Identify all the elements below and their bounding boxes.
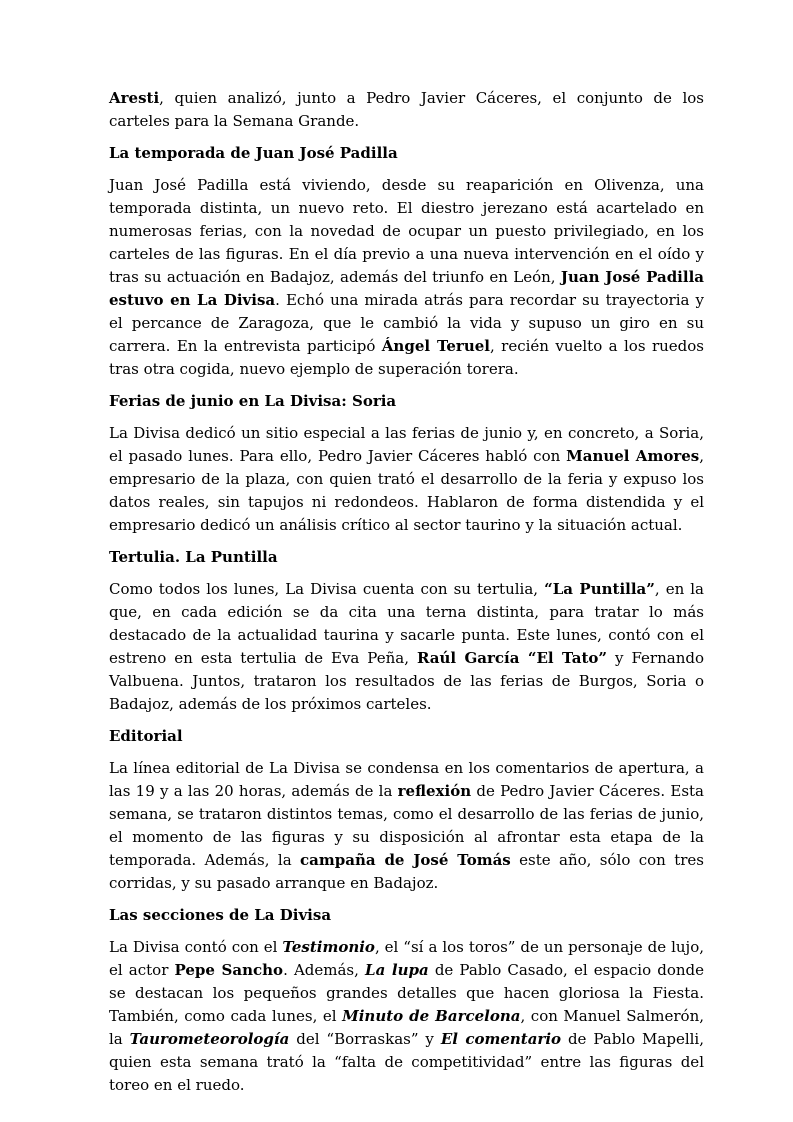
text-run: Taurometeorología <box>129 1030 290 1048</box>
text-run: , en la que, en cada edición se da cita una terna distinta, para tratar lo más destacado de la actualidad taurina y sacarle punta. Este lunes, contó con el estreno en esta tertulia de Eva Peña, <box>109 580 704 667</box>
paragraph <box>109 578 704 716</box>
text-run: La temporada de Juan José Padilla <box>109 144 398 162</box>
text-run: este año, sólo con tres corridas, y su pasado arranque en Badajoz. <box>109 851 704 892</box>
text-run: , empresario de la plaza, con quien trató el desarrollo de la feria y expuso los datos reales, sin tapujos ni redondeos. Hablaron de forma distendida y el empresario dedicó un análisis crítico al sector taurino y la situación actual. <box>109 447 704 534</box>
text-run: Minuto de Barcelona <box>342 1007 521 1025</box>
text-run: de Pablo Casado, el espacio donde se destacan los pequeños grandes detalles que hacen gloriosa la Fiesta. También, como cada lunes, el <box>109 961 704 1025</box>
text-run: La Divisa dedicó un sitio especial a las ferias de junio y, en concreto, a Soria, el pasado lunes. Para ello, Pedro Javier Cáceres habló con <box>109 424 704 465</box>
paragraph <box>109 174 704 381</box>
paragraph <box>109 757 704 895</box>
text-run: , con Manuel Salmerón, la <box>109 1007 704 1048</box>
text-run: La línea editorial de La Divisa se condensa en los comentarios de apertura, a las 19 y a las 20 horas, además de la <box>109 759 704 800</box>
paragraph <box>109 936 704 1097</box>
text-run: Ferias de junio en La Divisa: Soria <box>109 392 397 410</box>
text-run: Manuel Amores <box>566 447 700 465</box>
text-run: Ángel Teruel <box>381 337 490 355</box>
text-run: Aresti <box>109 89 160 107</box>
text-run: , recién vuelto a los ruedos tras otra cogida, nuevo ejemplo de superación torera. <box>109 337 704 378</box>
text-run: Testimonio <box>282 938 375 956</box>
text-run: y Fernando Valbuena. Juntos, trataron los resultados de las ferias de Burgos, Soria o Badajoz, además de los próximos carteles. <box>109 649 704 713</box>
text-run: del “Borraskas” y <box>289 1030 441 1048</box>
text-run: Como todos los lunes, La Divisa cuenta con su tertulia, <box>109 580 545 598</box>
text-run: La Divisa contó con el <box>109 938 283 956</box>
section-heading <box>109 142 704 165</box>
section-heading <box>109 725 704 748</box>
text-run: Las secciones de La Divisa <box>109 906 332 924</box>
text-run: . Echó una mirada atrás para recordar su trayectoria y el percance de Zaragoza, que le cambió la vida y supuso un giro en su carrera. En la entrevista participó <box>109 291 704 355</box>
section-heading <box>109 904 704 927</box>
text-run: Editorial <box>109 727 183 745</box>
section-heading <box>109 546 704 569</box>
text-run: de Pablo Mapelli, quien esta semana trató la “falta de competitividad” entre las figuras del toreo en el ruedo. <box>109 1030 704 1094</box>
text-run: Raúl García “El Tato” <box>416 649 608 667</box>
text-run: El comentario <box>440 1030 562 1048</box>
document-content <box>109 87 704 1097</box>
text-run: , quien analizó, junto a Pedro Javier Cáceres, el conjunto de los carteles para la Semana Grande. <box>109 89 704 130</box>
text-run: Pepe Sancho <box>174 961 284 979</box>
text-run: Juan José Padilla estuvo en La Divisa <box>109 268 705 309</box>
text-run: “La Puntilla” <box>544 580 655 598</box>
text-run: campaña de José Tomás <box>300 851 511 869</box>
text-run: reflexión <box>397 782 472 800</box>
paragraph <box>109 422 704 537</box>
paragraph <box>109 87 704 133</box>
text-run: Juan José Padilla está viviendo, desde su reaparición en Olivenza, una temporada distinta, un nuevo reto. El diestro jerezano está acartelado en numerosas ferias, con la novedad de ocupar un puesto privilegiado, en los carteles de las figuras. En el día previo a una nueva intervención en el oído y tras su actuación en Badajoz, además del triunfo en León, <box>109 176 704 286</box>
text-run: La lupa <box>365 961 429 979</box>
text-run: de Pedro Javier Cáceres. Esta semana, se trataron distintos temas, como el desarrollo de las ferias de junio, el momento de las figuras y su disposición al afrontar esta etapa de la temporada. Además, la <box>109 782 704 869</box>
text-run: , el “sí a los toros” de un personaje de lujo, el actor <box>109 938 704 979</box>
section-heading <box>109 390 704 413</box>
text-run: Tertulia. La Puntilla <box>109 548 278 566</box>
text-run: . Además, <box>283 961 366 979</box>
